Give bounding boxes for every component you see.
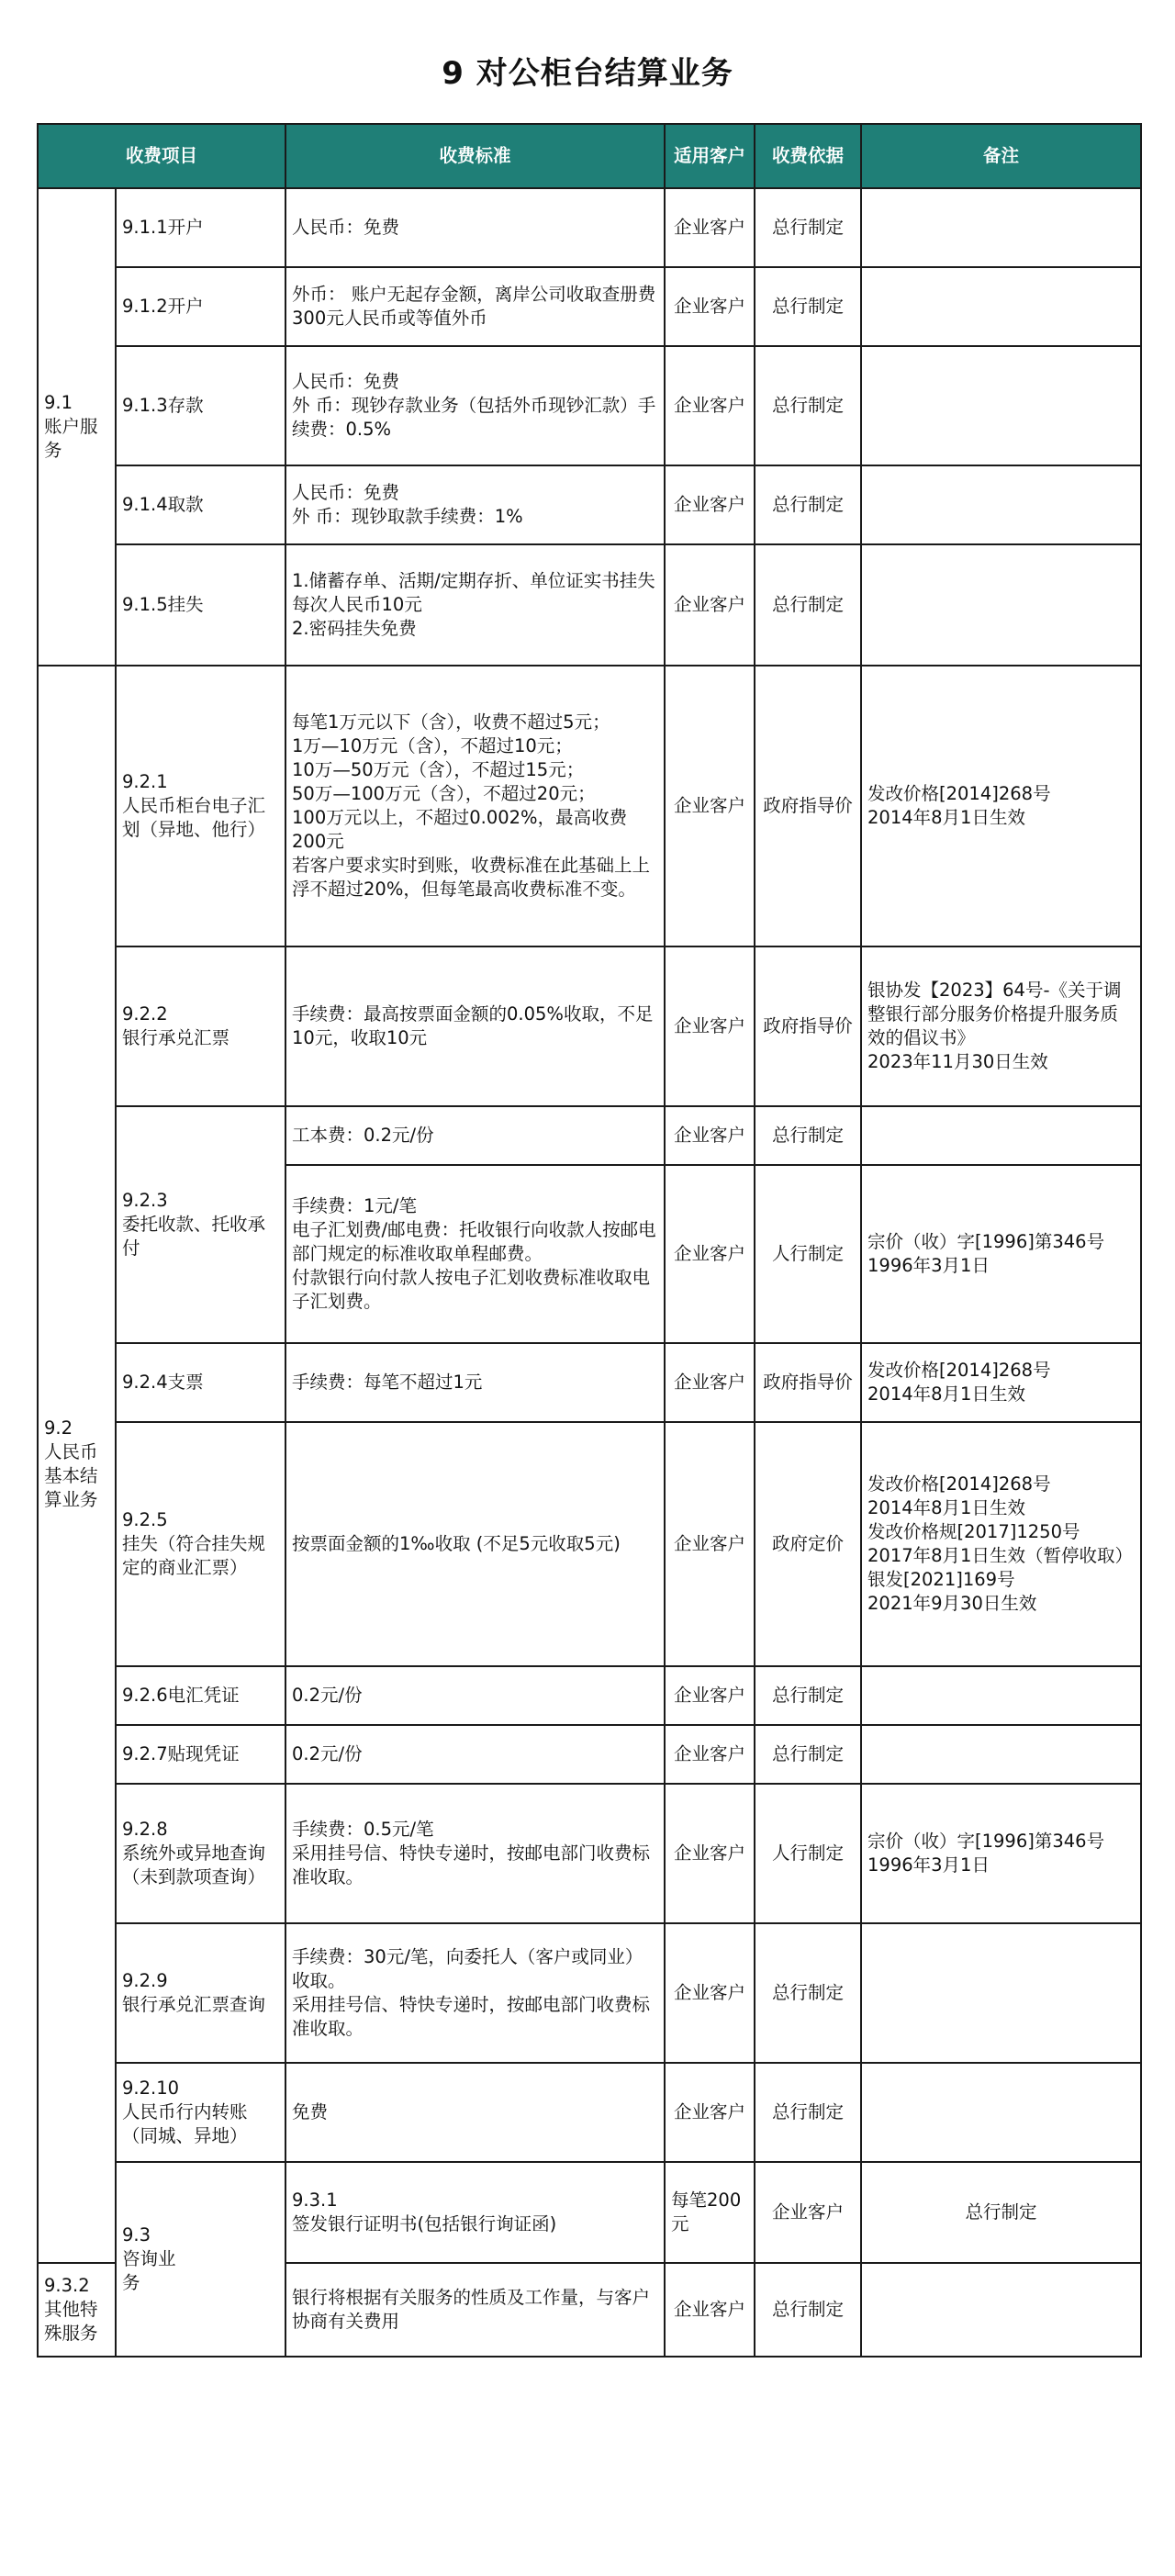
customer-cell: 企业客户: [665, 1784, 755, 1923]
standard-cell: 人民币：免费 外 币：现钞存款业务（包括外币现钞汇款）手续费：0.5%: [285, 346, 665, 465]
table-row: [38, 666, 1141, 946]
basis-cell: 总行制定: [755, 188, 861, 267]
note-cell: [861, 465, 1141, 544]
standard-cell: 手续费：最高按票面金额的0.05%收取，不足10元，收取10元: [285, 946, 665, 1106]
standard-cell: 手续费：30元/笔，向委托人（客户或同业）收取。 采用挂号信、特快专递时，按邮电部门收费标准收取。: [285, 1923, 665, 2063]
header-customer: 适用客户: [665, 124, 755, 188]
standard-cell: 免费: [285, 2063, 665, 2162]
note-cell: [861, 2263, 1141, 2357]
note-cell: 发改价格[2014]268号 2014年8月1日生效 发改价格规[2017]1250号 2017年8月1日生效（暂停收取） 银发[2021]169号 2021年9月30日生效: [861, 1422, 1141, 1666]
standard-cell: 每笔1万元以下（含），收费不超过5元； 1万—10万元（含），不超过10元； 10万—50万元（含），不超过15元； 50万—100万元（含），不超过20元； 100万元以上，不超过0.002%，最高收费200元 若客户要求实时到账，收费标准在此基础上上浮不超过20%，但每笔最高收费标准不变。: [285, 666, 665, 946]
standard-cell: 手续费：1元/笔 电子汇划费/邮电费：托收银行向收款人按邮电部门规定的标准收取单程邮费。 付款银行向付款人按电子汇划收费标准收取电子汇划费。: [285, 1165, 665, 1343]
customer-cell: 企业客户: [665, 465, 755, 544]
table-row: [38, 2162, 1141, 2263]
customer-cell: 企业客户: [665, 2263, 755, 2357]
standard-cell: 1.储蓄存单、活期/定期存折、单位证实书挂失每次人民币10元 2.密码挂失免费: [285, 544, 665, 666]
basis-cell: 总行制定: [755, 1666, 861, 1725]
basis-cell: 总行制定: [755, 465, 861, 544]
standard-cell: 手续费：每笔不超过1元: [285, 1343, 665, 1422]
customer-cell: 企业客户: [665, 1165, 755, 1343]
item-cell: 9.2.9 银行承兑汇票查询: [116, 1923, 285, 2063]
standard-cell: 外币： 账户无起存金额，离岸公司收取查册费300元人民币或等值外币: [285, 267, 665, 346]
table-row: [38, 1784, 1141, 1923]
customer-cell: 企业客户: [665, 946, 755, 1106]
header-note: 备注: [861, 124, 1141, 188]
customer-cell: 企业客户: [665, 666, 755, 946]
standard-cell: 按票面金额的1‰收取 (不足5元收取5元): [285, 1422, 665, 1666]
note-cell: [861, 346, 1141, 465]
table-row: [38, 346, 1141, 465]
standard-cell: 每笔200元: [665, 2162, 755, 2263]
basis-cell: 总行制定: [755, 2063, 861, 2162]
item-cell: 9.3.2 其他特殊服务: [38, 2263, 116, 2357]
customer-cell: 企业客户: [665, 2063, 755, 2162]
basis-cell: 政府指导价: [755, 666, 861, 946]
note-cell: 银协发【2023】64号-《关于调整银行部分服务价格提升服务质效的倡议书》 2023年11月30日生效: [861, 946, 1141, 1106]
standard-cell: 0.2元/份: [285, 1666, 665, 1725]
item-cell: 9.2.3 委托收款、托收承付: [116, 1106, 285, 1343]
standard-cell: 人民币：免费 外 币：现钞取款手续费：1%: [285, 465, 665, 544]
note-cell: [861, 1923, 1141, 2063]
basis-cell: 总行制定: [755, 2263, 861, 2357]
note-cell: 宗价（收）字[1996]第346号 1996年3月1日: [861, 1165, 1141, 1343]
item-cell: 9.2.6电汇凭证: [116, 1666, 285, 1725]
customer-cell: 企业客户: [665, 346, 755, 465]
item-cell: 9.2.10 人民币行内转账（同城、异地）: [116, 2063, 285, 2162]
standard-cell: 0.2元/份: [285, 1725, 665, 1784]
fee-table: [37, 123, 1142, 2358]
table-row: [38, 2063, 1141, 2162]
table-row: [38, 1923, 1141, 2063]
basis-cell: 总行制定: [755, 1725, 861, 1784]
note-cell: [861, 544, 1141, 666]
basis-cell: 人行制定: [755, 1784, 861, 1923]
table-row: [38, 188, 1141, 267]
section-label: 9.2 人民币 基本结 算业务: [38, 666, 116, 2263]
customer-cell: 企业客户: [665, 267, 755, 346]
item-cell: 9.3.1 签发银行证明书(包括银行询证函): [285, 2162, 665, 2263]
standard-cell: 人民币：免费: [285, 188, 665, 267]
note-cell: [861, 188, 1141, 267]
table-row: [38, 465, 1141, 544]
basis-cell: 政府指导价: [755, 1343, 861, 1422]
section-label: 9.3 咨询业 务: [116, 2162, 285, 2357]
basis-cell: 总行制定: [755, 346, 861, 465]
header-standard: 收费标准: [285, 124, 665, 188]
basis-cell: 人行制定: [755, 1165, 861, 1343]
basis-cell: 总行制定: [755, 544, 861, 666]
item-cell: 9.1.5挂失: [116, 544, 285, 666]
item-cell: 9.1.2开户: [116, 267, 285, 346]
note-cell: [861, 1106, 1141, 1165]
item-cell: 9.2.5 挂失（符合挂失规定的商业汇票）: [116, 1422, 285, 1666]
table-header-row: [38, 124, 1141, 188]
item-cell: 9.2.2 银行承兑汇票: [116, 946, 285, 1106]
note-cell: [861, 1666, 1141, 1725]
item-cell: 9.1.1开户: [116, 188, 285, 267]
customer-cell: 企业客户: [665, 1666, 755, 1725]
customer-cell: 企业客户: [665, 1923, 755, 2063]
customer-cell: 企业客户: [755, 2162, 861, 2263]
note-cell: [861, 1725, 1141, 1784]
item-cell: 9.1.3存款: [116, 346, 285, 465]
note-cell: 发改价格[2014]268号 2014年8月1日生效: [861, 666, 1141, 946]
item-cell: 9.2.8 系统外或异地查询（未到款项查询）: [116, 1784, 285, 1923]
table-row: [38, 946, 1141, 1106]
basis-cell: 总行制定: [861, 2162, 1141, 2263]
basis-cell: 政府定价: [755, 1422, 861, 1666]
table-row: [38, 1666, 1141, 1725]
basis-cell: 政府指导价: [755, 946, 861, 1106]
customer-cell: 企业客户: [665, 1725, 755, 1784]
basis-cell: 总行制定: [755, 1923, 861, 2063]
standard-cell: 工本费：0.2元/份: [285, 1106, 665, 1165]
note-cell: [861, 267, 1141, 346]
customer-cell: 企业客户: [665, 544, 755, 666]
customer-cell: 企业客户: [665, 1422, 755, 1666]
table-row: [38, 1725, 1141, 1784]
note-cell: 发改价格[2014]268号 2014年8月1日生效: [861, 1343, 1141, 1422]
basis-cell: 总行制定: [755, 1106, 861, 1165]
page-title: 9 对公柜台结算业务: [442, 55, 733, 92]
customer-cell: 企业客户: [665, 188, 755, 267]
item-cell: 9.2.1 人民币柜台电子汇划（异地、他行）: [116, 666, 285, 946]
item-cell: 9.2.7贴现凭证: [116, 1725, 285, 1784]
customer-cell: 企业客户: [665, 1106, 755, 1165]
table-row: [38, 267, 1141, 346]
standard-cell: 手续费：0.5元/笔 采用挂号信、特快专递时，按邮电部门收费标准收取。: [285, 1784, 665, 1923]
standard-cell: 银行将根据有关服务的性质及工作量，与客户协商有关费用: [285, 2263, 665, 2357]
customer-cell: 企业客户: [665, 1343, 755, 1422]
table-row: [38, 1343, 1141, 1422]
basis-cell: 总行制定: [755, 267, 861, 346]
table-row: [38, 1106, 1141, 1165]
item-cell: 9.2.4支票: [116, 1343, 285, 1422]
section-label: 9.1 账户服 务: [38, 188, 116, 666]
header-basis: 收费依据: [755, 124, 861, 188]
note-cell: 宗价（收）字[1996]第346号 1996年3月1日: [861, 1784, 1141, 1923]
header-item: 收费项目: [38, 124, 285, 188]
table-row: [38, 544, 1141, 666]
item-cell: 9.1.4取款: [116, 465, 285, 544]
table-row: [38, 1422, 1141, 1666]
note-cell: [861, 2063, 1141, 2162]
